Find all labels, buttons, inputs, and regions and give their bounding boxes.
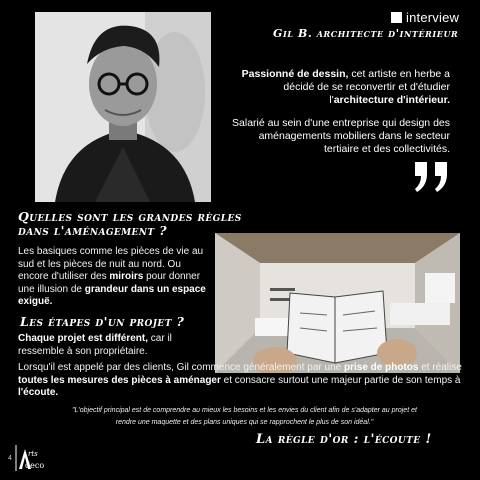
steps-bold-2: prise de photos: [343, 362, 419, 373]
rules-paragraph: [18, 246, 208, 309]
interior-photo: [215, 233, 460, 373]
intro-paragraph: [228, 68, 450, 107]
steps-text-1: car il ressemble à son propriétaire.: [18, 333, 172, 357]
steps-paragraph-1: [18, 333, 208, 358]
pull-quote: "L'objectif principal est de comprendre au mieux les besoins et les envies du client afin de s'adapter au projet et rendre une maquette et des plans uniques qui se rapprochent le plus de son idéal.": [72, 407, 417, 426]
rules-bold-1: miroirs: [109, 271, 144, 282]
page-number: 4: [8, 454, 12, 462]
closing-heading: La règle d'or : l'écoute !: [256, 432, 432, 447]
section-heading-rules: Quelles sont les grandes règles dans l'aménagement ?: [18, 209, 242, 238]
rules-text-2: pour donner une illusion de: [18, 271, 201, 295]
rules-text-1: Les basiques comme les pièces de vie au sud et les pièces de nuit au nord. Ou encore d'utiliser des: [18, 246, 204, 282]
portrait-photo: [35, 12, 211, 202]
intro-paragraph-2: Salarié au sein d'une entreprise qui design des aménagements mobiliers dans le secteur tertiaire et des collectivités.: [232, 117, 450, 155]
svg-text:deco: deco: [24, 461, 45, 470]
quote-mark-icon: [413, 142, 453, 202]
steps-paragraph-2: [18, 362, 463, 400]
steps-text-4: et consacre surtout une majeur partie de son temps à: [220, 374, 461, 386]
intro-bold-1: Passionné de dessin,: [241, 68, 349, 80]
magazine-logo: [15, 443, 45, 473]
steps-bold-1: Chaque projet est différent,: [18, 333, 149, 344]
tag-square-icon: [391, 12, 402, 23]
page-footer: [8, 443, 45, 473]
section-tag: [391, 10, 459, 25]
steps-bold-3: toutes les mesures des pièces à aménager: [18, 374, 221, 386]
intro-text-1: cet artiste en herbe a décidé de se reconvertir et d'étudier l': [283, 68, 450, 106]
steps-text-3: et réalise: [418, 362, 462, 373]
steps-bold-4: l'écoute.: [18, 387, 59, 398]
intro-bold-2: architecture d'intérieur.: [333, 94, 450, 106]
rules-bold-2: grandeur dans un espace exiguë.: [18, 283, 206, 307]
tag-label: interview: [406, 10, 460, 25]
steps-text-2: Lorsqu'il est appelé par des clients, Gil commence généralement par une: [18, 362, 344, 373]
svg-text:rts: rts: [27, 450, 38, 458]
article-subtitle: Gil B. architecte d'intérieur: [273, 27, 459, 40]
section-heading-steps: Les étapes d'un projet ?: [20, 314, 185, 329]
